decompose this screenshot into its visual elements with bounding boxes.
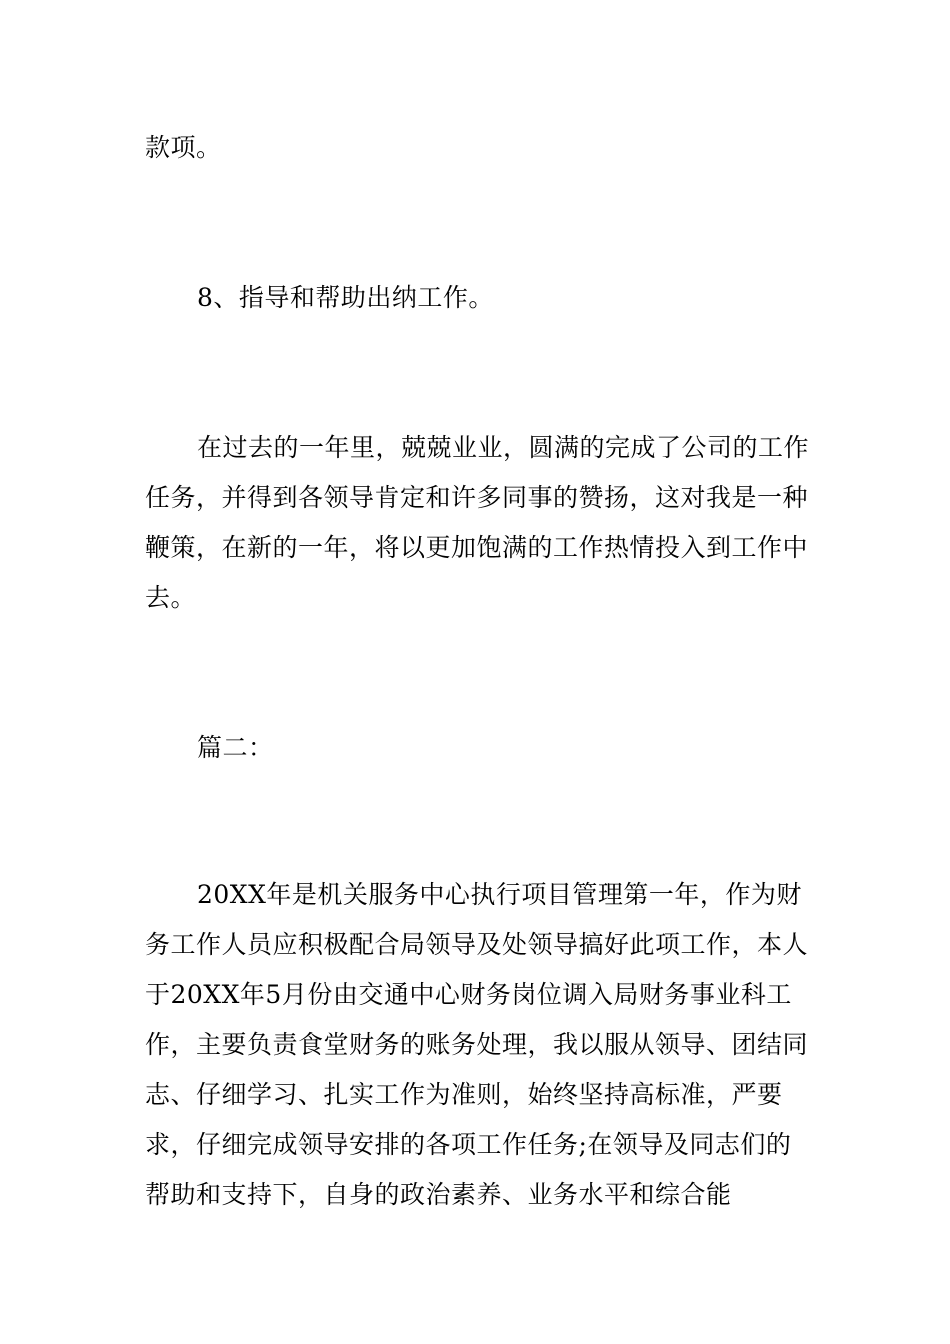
paragraph-summary: 在过去的一年里，兢兢业业，圆满的完成了公司的工作任务，并得到各领导肯定和许多同事的赞扬，这对我是一种鞭策，在新的一年，将以更加饱满的工作热情投入到工作中去。	[145, 433, 810, 612]
section-heading: 篇二：	[197, 733, 274, 762]
paragraph-item-8: 8、指导和帮助出纳工作。	[197, 283, 494, 312]
paragraph-continuation: 款项。	[145, 133, 222, 162]
paragraph-section-two: 20XX年是机关服务中心执行项目管理第一年，作为财务工作人员应积极配合局领导及处领导搞好此项工作，本人于20XX年5月份由交通中心财务岗位调入局财务事业科工作，主要负责食堂财务的账务处理，我以服从领导、团结同志、仔细学习、扎实工作为准则，始终坚持高标准，严要求，仔细完成领导安排的各项工作任务;在领导及同志们的帮助和支持下，自身的政治素养、业务水平和综合能	[145, 880, 809, 1209]
